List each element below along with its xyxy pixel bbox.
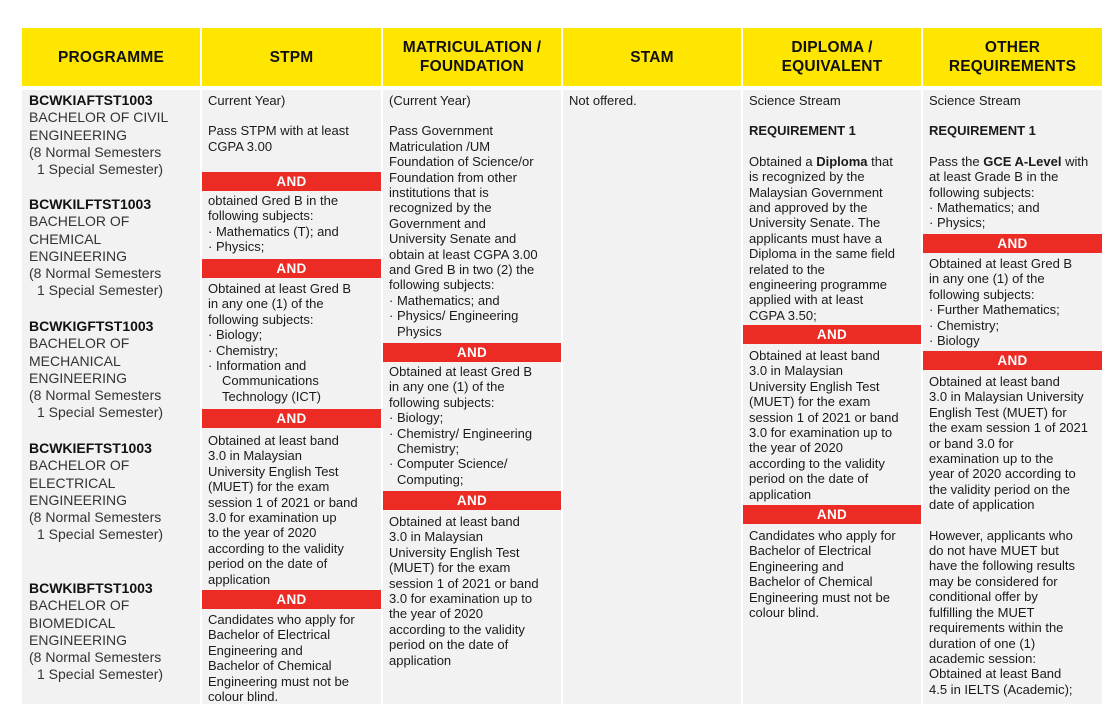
header-programme: PROGRAMME [22,28,200,86]
programme-semesters: 1 Special Semester) [37,666,164,683]
stpm-block-3: Obtained at least Gred B in any one (1) of the following subjects: · Biology; · Chemistry; · Information and Communications Technology (ICT) [208,281,352,404]
programme-semesters: (8 Normal Semesters [29,387,162,404]
diploma-block-1: Science Stream REQUIREMENT 1 Obtained a Diploma that is recognized by the Malaysian Government and approved by the University Senate. The applicants must have a Diploma in the same field related to the engineering programme applied with at least CGPA 3.50; [749,93,895,323]
programme-semesters: (8 Normal Semesters [29,265,162,282]
programme-item [29,580,163,684]
programme-item [29,440,163,544]
programme-name: BACHELOR OF [29,213,130,230]
diploma-block-2: Obtained at least band 3.0 in Malaysian University English Test (MUET) for the exam session 1 of 2021 or band 3.0 for examination up to the year of 2020 according to the validity period on the date of application [749,348,899,502]
diploma-cell [743,90,921,704]
matriculation-column [383,28,561,704]
header-matriculation: MATRICULATION / FOUNDATION [383,28,561,86]
matriculation-block-2: Obtained at least Gred B in any one (1) of the following subjects: · Biology; · Chemistry/ Engineering Chemistry; · Computer Science/ Computing; [389,364,533,487]
programme-semesters: (8 Normal Semesters [29,649,162,666]
stpm-block-4: Obtained at least band 3.0 in Malaysian University English Test (MUET) for the exam session 1 of 2021 or band 3.0 for examination up to the year of 2020 according to the validity period on the date of application [208,433,358,587]
and-separator: AND [383,491,561,510]
programme-item [29,196,163,300]
other-block-1: Science Stream REQUIREMENT 1 Pass the GCE A-Level with at least Grade B in the following subjects: · Mathematics; and · Physics; [929,93,1089,231]
programme-name: ENGINEERING [29,369,128,386]
stpm-block-2: obtained Gred B in the following subjects: · Mathematics (T); and · Physics; [208,193,339,255]
stpm-column [202,28,381,704]
and-separator: AND [202,409,381,428]
programme-code: BCWKIEFTST1003 [29,440,152,456]
programme-semesters: (8 Normal Semesters [29,509,162,526]
programme-name: BACHELOR OF [29,457,130,474]
programme-name: BIOMEDICAL [29,614,116,631]
stam-column [563,28,741,704]
programme-name: ENGINEERING [29,247,128,264]
programme-semesters: 1 Special Semester) [37,161,164,178]
stpm-cell [202,90,381,704]
diploma-column [743,28,921,704]
and-separator: AND [202,259,381,278]
stpm-block-5: Candidates who apply for Bachelor of Electrical Engineering and Bachelor of Chemical Engineering must not be colour blind. [208,612,355,705]
and-separator: AND [923,234,1102,253]
and-separator: AND [743,505,921,524]
programme-name: CHEMICAL [29,230,102,247]
programme-column [22,28,200,704]
other-block-2: Obtained at least Gred B in any one (1) of the following subjects: · Further Mathematics; · Chemistry; · Biology [929,256,1073,349]
matriculation-cell [383,90,561,704]
stam-cell [563,90,741,704]
programme-name: BACHELOR OF [29,335,130,352]
programme-semesters: 1 Special Semester) [37,526,164,543]
matriculation-block-1: (Current Year) Pass Government Matriculation /UM Foundation of Science/or Foundation from other institutions that is recognized by the Government and University Senate and obtain at least CGPA 3.00 and Gred B in two (2) the following subjects: · Mathematics; and · Physics/ Engineering Physics [389,93,538,339]
programme-name: BACHELOR OF CIVIL [29,109,169,126]
header-other-requirements: OTHER REQUIREMENTS [923,28,1102,86]
programme-name: ENGINEERING [29,126,128,143]
other-requirements-column [923,28,1102,704]
programme-code: BCWKILFTST1003 [29,196,152,212]
and-separator: AND [923,351,1102,370]
programme-code: BCWKIGFTST1003 [29,318,154,334]
header-stpm: STPM [202,28,381,86]
programme-item [29,92,168,178]
and-separator: AND [743,325,921,344]
stam-text: Not offered. [569,93,637,108]
programme-cell [22,90,200,704]
programme-item [29,318,163,422]
other-block-3: Obtained at least band 3.0 in Malaysian University English Test (MUET) for the exam session 1 of 2021 or band 3.0 for examination up to the year of 2020 according to the validity period on the date of application However, applicants who do not have MUET but have the following results may be considered for conditional offer by fulfilling the MUET requirements within the duration of one (1) academic session: Obtained at least Band 4.5 in IELTS (Academic); [929,374,1088,697]
header-diploma: DIPLOMA / EQUIVALENT [743,28,921,86]
diploma-block-3: Candidates who apply for Bachelor of Electrical Engineering and Bachelor of Chemical Engineering must not be colour blind. [749,528,896,621]
header-stam: STAM [563,28,741,86]
programme-name: ENGINEERING [29,491,128,508]
programme-name: ELECTRICAL [29,474,116,491]
and-separator: AND [202,590,381,609]
programme-semesters: 1 Special Semester) [37,282,164,299]
programme-code: BCWKIBFTST1003 [29,580,153,596]
programme-name: MECHANICAL [29,352,121,369]
other-requirements-cell [923,90,1102,704]
and-separator: AND [202,172,381,191]
programme-semesters: (8 Normal Semesters [29,143,162,160]
matriculation-block-3: Obtained at least band 3.0 in Malaysian University English Test (MUET) for the exam session 1 of 2021 or band 3.0 for examination up to the year of 2020 according to the validity period on the date of application [389,514,539,668]
programme-semesters: 1 Special Semester) [37,404,164,421]
programme-name: BACHELOR OF [29,597,130,614]
programme-code: BCWKIAFTST1003 [29,92,153,108]
and-separator: AND [383,343,561,362]
programme-name: ENGINEERING [29,631,128,648]
stpm-block-1: Current Year) Pass STPM with at least CGPA 3.00 [208,93,349,154]
